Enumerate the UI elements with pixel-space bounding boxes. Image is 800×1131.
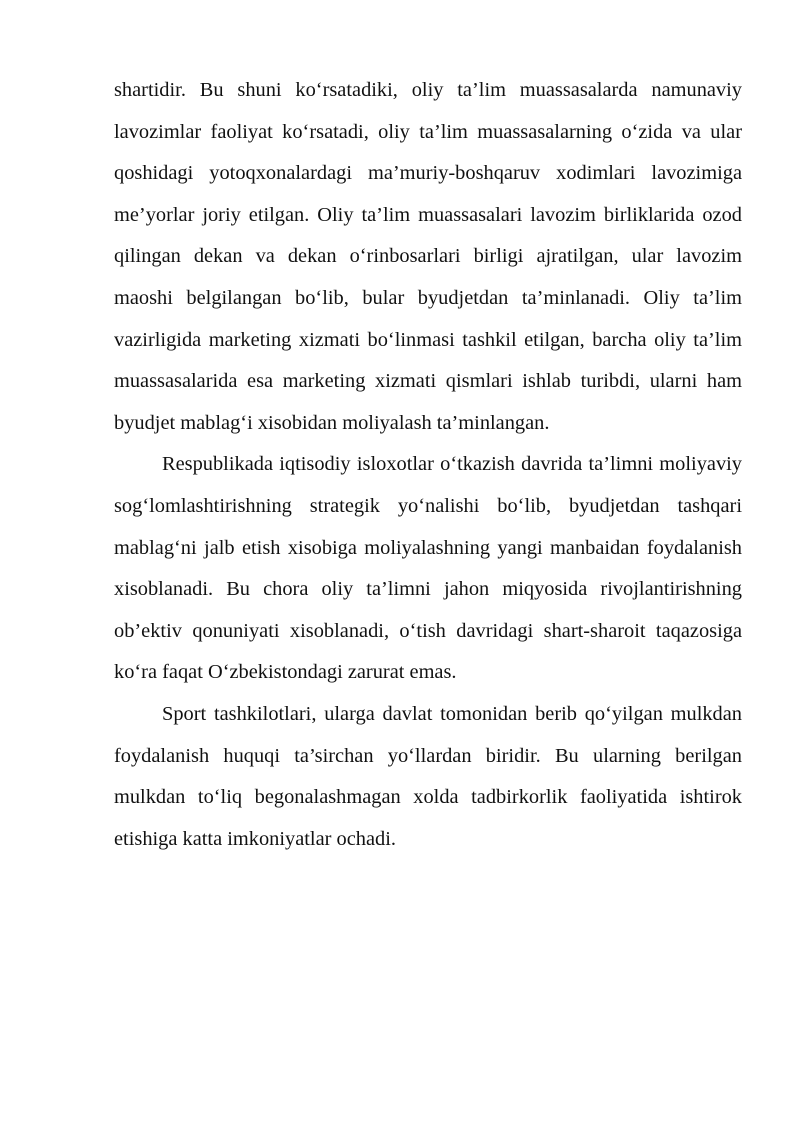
- paragraph-continuation: shartidir. Bu shuni ko‘rsatadiki, oliy ta’lim muassasalarda namunaviy lavozimlar faoliyat ko‘rsatadi, oliy ta’lim muassasalarning o‘zida va ular qoshidagi yotoqxonalardagi ma’muriy-boshqaruv xodimlari lavozimiga me’yorlar joriy etilgan. Oliy ta’lim muassasalari lavozim birliklarida ozod qilingan dekan va dekan o‘rinbosarlari birligi ajratilgan, ular lavozim maoshi belgilangan bo‘lib, bular byudjetdan ta’minlanadi. Oliy ta’lim vazirligida marketing xizmati bo‘linmasi tashkil etilgan, barcha oliy ta’lim muassasalarida esa marketing xizmati qismlari ishlab turibdi, ularni ham byudjet mablag‘i xisobidan moliyalash ta’minlangan.: [114, 79, 742, 434]
- paragraph-sport-organizations: Sport tashkilotlari, ularga davlat tomonidan berib qo‘yilgan mulkdan foydalanish huquqi ta’sirchan yo‘llardan biridir. Bu ularning berilgan mulkdan to‘liq begonalashmagan xolda tadbirkorlik faoliyatida ishtirok etishiga katta imkoniyatlar ochadi.: [114, 702, 742, 850]
- document-page: [114, 70, 742, 860]
- paragraph-financing: Respublikada iqtisodiy isloxotlar o‘tkazish davrida ta’limni moliyaviy sog‘lomlashtirishning strategik yo‘nalishi bo‘lib, byudjetdan tashqari mablag‘ni jalb etish xisobiga moliyalashning yangi manbaidan foydalanish xisoblanadi. Bu chora oliy ta’limni jahon miqyosida rivojlantirishning ob’ektiv qonuniyati xisoblanadi, o‘tish davridagi shart-sharoit taqazosiga ko‘ra faqat O‘zbekistondagi zarurat emas.: [114, 453, 742, 684]
